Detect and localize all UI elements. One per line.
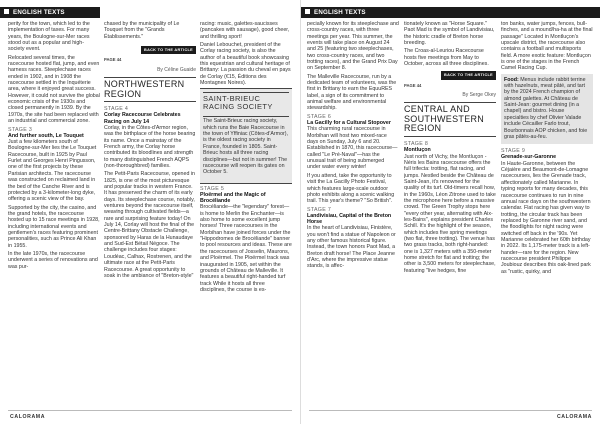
region-title [404, 102, 496, 137]
paragraph: In Haute-Garonne, between the Céjaière and Beaumont-de-Lomagne racecourses, lies the Grenade track, affectionately called Marianne. In typing reports for many decades, this racecourse continues to run in nine annual race days on the southwestern calendar. Flat racing has given way to trotting, the circular track has been replaced by Garonne river sand, and the floodlights for night racing were switched off back in the '90s. Yet Marianne celebrated her 60th birthday in 2022. Its 1,175-meter track is a left-hander—rare for the region. New racecourse president Philippe Joubiouz describes this oak-lined park as "rustic, quirky, and [501, 160, 591, 275]
footer-rule [309, 410, 592, 411]
paragraph: tionately known as "Horse Square." Paot Mad is the symbol of Landivisiau, the historic cradle of Breton horse breeding. [404, 21, 495, 47]
paragraph: ton banks, water jumps, fences, bull-finches, and a mound/ha-ha at the final passage" Located in Montluçon's upscale district, the racecourse also contains a football and multisports field. A more exotic feature: Montluçon is one of the stages in the French Camel Racing Cup. [501, 21, 593, 72]
region-label: CENTRAL AND SOUTHWESTERN REGION [404, 104, 485, 134]
stage-number: STAGE 3 [8, 126, 33, 133]
stage-heading [501, 148, 593, 161]
stage-heading [307, 114, 399, 127]
paragraph: pecially known for its steeplechase and cross-country races, with three meetings per year. This summer, the events will take place on August 24 and 25 (featuring two steeplechases, two cross-country races, and two trotting races), and the Grand Prix Day on September 8. [307, 21, 399, 72]
left-column-1 [8, 21, 100, 272]
paragraph: Supported by the city, the casino, and the grand hotels, the racecourse hosted up to 15 race meetings in 1928, including international events and gentlemen's races featuring prominent personalities, such as Prince Ali Khan in 1955. [8, 204, 100, 249]
byline: By Céline Guaide [157, 66, 196, 73]
stage-number: STAGE 9 [501, 148, 526, 155]
box-paragraph: The Saint-Brieuc racing society, which runs the Baie Racecourse in the town of Yffiniac (Côtes-d'Armor), is the oldest racing society in France, founded in 1805. Saint-Brieuc hosts all three racing disciplines—but not in summer! The racecourse will reopen its gates on October 5. [203, 118, 289, 176]
paragraph: perity for the town, which led to the implementation of taxes. For many years, the Boulogne-sur-Mer races stood out as a popular and high-society event. [8, 21, 90, 53]
stage-title: Landivisiau, Capital of the Breton Horse [307, 212, 392, 226]
food-title: Food: [504, 76, 519, 83]
stage-title: Grenade-sur-Garonne [501, 154, 557, 161]
paragraph: Daniel Lebouchet, president of the Corlay racing society, is also the author of a beautiful book showcasing this equestrian and cultural heritage of Brittany: La passion du cheval en pays de Corlay (€15, Éditions des Montagnes Noires). [200, 42, 291, 87]
paragraph: Just north of Vichy, the Montluçon - Néris les Bains racecourse offers the full trifecta: trotting, flat racing, and jumps. Nestled beside the Château de Saint-Jean, it's renowned for the quality of its turf. Old-timers recall how, in the 1960s, Léon Zitrone used to take the microphone here before a massive crowd. The Green Trophy stops here "every other year, alternating with Aix-les-Bains", explains president Charles Schill. It's the highlight of the season, which includes five spring meetings (two flat, three trotting). The venue has two grass tracks, both right-handed: one is 1,327 meters with a 350-meter home stretch for flat and trotting; the other is 3,500 meters for steeplechase, featuring "live hedges, fine [404, 153, 496, 274]
left-column-2 [104, 21, 196, 281]
right-column-1 [307, 21, 399, 272]
stage-title: Ploërmel and the Magic of Brocéliande [200, 191, 266, 205]
stage-number: STAGE 8 [404, 140, 429, 147]
square-icon [305, 9, 310, 14]
stage-number: STAGE 7 [307, 206, 332, 213]
sidebar-box [200, 88, 292, 183]
square-icon [4, 9, 9, 14]
stage-title: And further south, Le Touquet [8, 132, 84, 139]
stage-title: Montluçon [404, 147, 431, 154]
paragraph: The Croas-al-Leuriou Racecourse hosts five meetings from May to October, across all three disciplines. [404, 48, 489, 68]
right-page [300, 0, 600, 424]
back-to-article-button[interactable]: BACK TO THE ARTICLE [141, 46, 196, 54]
box-title-text: SAINT-BRIEUC RACING SOCIETY [203, 94, 273, 112]
food-text: Menus include rabbit terrine with hazelnuts, meat pâté, and tart by the 2024 French champion of almond galettes. At Château de Saint-Jean: gourmet dining (in a chapel) and bistro. House specialties by chef Olivier Valade include Cécailler Farlo trout, Bourbonnais AOP chicken, and foie gras pâtés-au-feu. [504, 76, 588, 140]
region-label: NORTHWESTERN REGION [104, 79, 185, 99]
left-column-3 [200, 21, 292, 295]
stage-number: STAGE 4 [104, 106, 129, 113]
stage-heading [200, 186, 292, 205]
paragraph: Brocéliande—the "legendary" forest—is home to Merlin the Enchanter—is also home to some excellent jump horses! Three racecourses in the Morbihan have joined forces under the "Hippodromes de Brocéliande" banner to pool resources and ideas. These are the racecourses of Josselin, Maurons, and Ploërmel. The Ploërmel track was inaugurated in 1905, set within the grounds of Château de Malleville. It features a beautiful right-handed turf track While it hosts all three disciplines, the course is es- [200, 204, 292, 293]
stage-heading [104, 106, 196, 125]
right-column-2 [404, 21, 496, 276]
region-title [104, 77, 196, 102]
page-reference[interactable]: PAGE 44 [404, 82, 422, 88]
stage-heading [404, 141, 496, 154]
paragraph: In the heart of Landivisiau, Finistère, you won't find a statue of Napoleon or any other famous historical figure. Instead, the town honors Paot Mad, a Breton draft horse! The Place Jeanne d'Arc, where the impressive statue stands, is affec- [307, 225, 396, 270]
footer-rule [8, 410, 292, 411]
stage-number: STAGE 6 [307, 113, 332, 120]
paragraph: chased by the municipality of Le Touquet from the "Grands Établissements." [104, 21, 180, 40]
stage-title: La Gacilly for a Cultural Stopover [307, 120, 391, 127]
food-box [501, 74, 593, 144]
footer-magazine-name: CALORAMA [10, 414, 46, 420]
box-title [203, 92, 289, 117]
paragraph: Corlay, in the Côtes-d'Armor region, was the birthplace of the horse bearing its name. Once a mainstay of the French army, the Corlay horse contributed its bloodlines and strength to many distinguished French AQPS (non-thoroughbred) families. [104, 124, 196, 170]
section-label: ENGLISH TEXTS [13, 9, 65, 16]
paragraph: racing: music, galettes-saucisses (pancakes with sausage), good cheer, and thrilling sport! [200, 21, 290, 40]
paragraph: This charming rural racecourse in Morbihan will host two mixed-race days on Sunday, July 6 and 20. Established in 1870, this racecourse—called "Le Pré-Naval"—has the unusual trait of being submerged under water every winter! [307, 126, 398, 171]
byline: By Serge Okey [462, 92, 496, 99]
section-header-left [0, 7, 100, 18]
right-column-3 [501, 21, 593, 277]
footer-magazine-name: CALORAMA [556, 414, 592, 420]
paragraph: The Petit-Paris Racecourse, opened in 1825, is one of the most picturesque and popular tracks in western France. It has preserved the charm of its early days. Its steeplechase course, notably, ventures beyond the racecourse itself, weaving through cultivated fields—a rare and surprising feature today! On July 14, Corlay will host the final of the Centre-Brittany Obstacle Challenge, sponsored by Haras de la Hunaudaye and Sud-Est Bétail Négoce. The challenge includes four stages: Loudéac, Calhax, Rostrenen, and the ultimate race at the Petit-Paris Racecourse. A great opportunity to soak in the ambiance of "Breton-style" [104, 171, 195, 279]
stage-heading [8, 127, 100, 140]
paragraph: The Malleville Racecourse, run by a dedicated team of volunteers, was the first in Brittany to earn the EquuRES label, a sign of its commitment to animal welfare and environmental stewardship. [307, 73, 397, 112]
paragraph: In the late 1970s, the racecourse underwent a series of renovations and was pur- [8, 250, 98, 270]
section-label: ENGLISH TEXTS [314, 9, 366, 16]
paragraph: Just a few kilometers south of Boulogne-sur-Mer lies the Le Touquet Racecourse, built in 1925 by Paul Furlet and Georges Henri Pingusson, one of the first projects by these Parisian architects. The racecourse was constructed on reclaimed land in the bed of the Canche River and is protected by a 3-kilometer-long dyke, offering a scenic view of the bay. [8, 139, 97, 203]
paragraph: Relocated several times, the racecourse hosted flat, jump, and even harness races. Steeplechase races ended in 1902, and in 1908 the racecourse settled in the Inquéterie area, where it enjoyed great success. However, it could not survive the global economic crisis of the 1930s and closed permanently in 1939. By the 1970s, the site had been replaced with an industrial and commercial zone. [8, 54, 100, 125]
stage-number: STAGE 5 [200, 185, 225, 192]
stage-title: Corlay Racecourse Celebrates Racing on July 14 [104, 112, 181, 125]
paragraph: If you attend, take the opportunity to visit the La Gacilly Photo Festival, which features large-scale outdoor photo exhibits along a scenic walking trail. This year's theme? "So British". [307, 172, 395, 205]
stage-heading [307, 207, 399, 226]
section-header-right [301, 7, 600, 18]
back-to-article-button[interactable]: BACK TO THE ARTICLE [441, 71, 496, 79]
page-reference[interactable]: PAGE 44 [104, 57, 122, 63]
